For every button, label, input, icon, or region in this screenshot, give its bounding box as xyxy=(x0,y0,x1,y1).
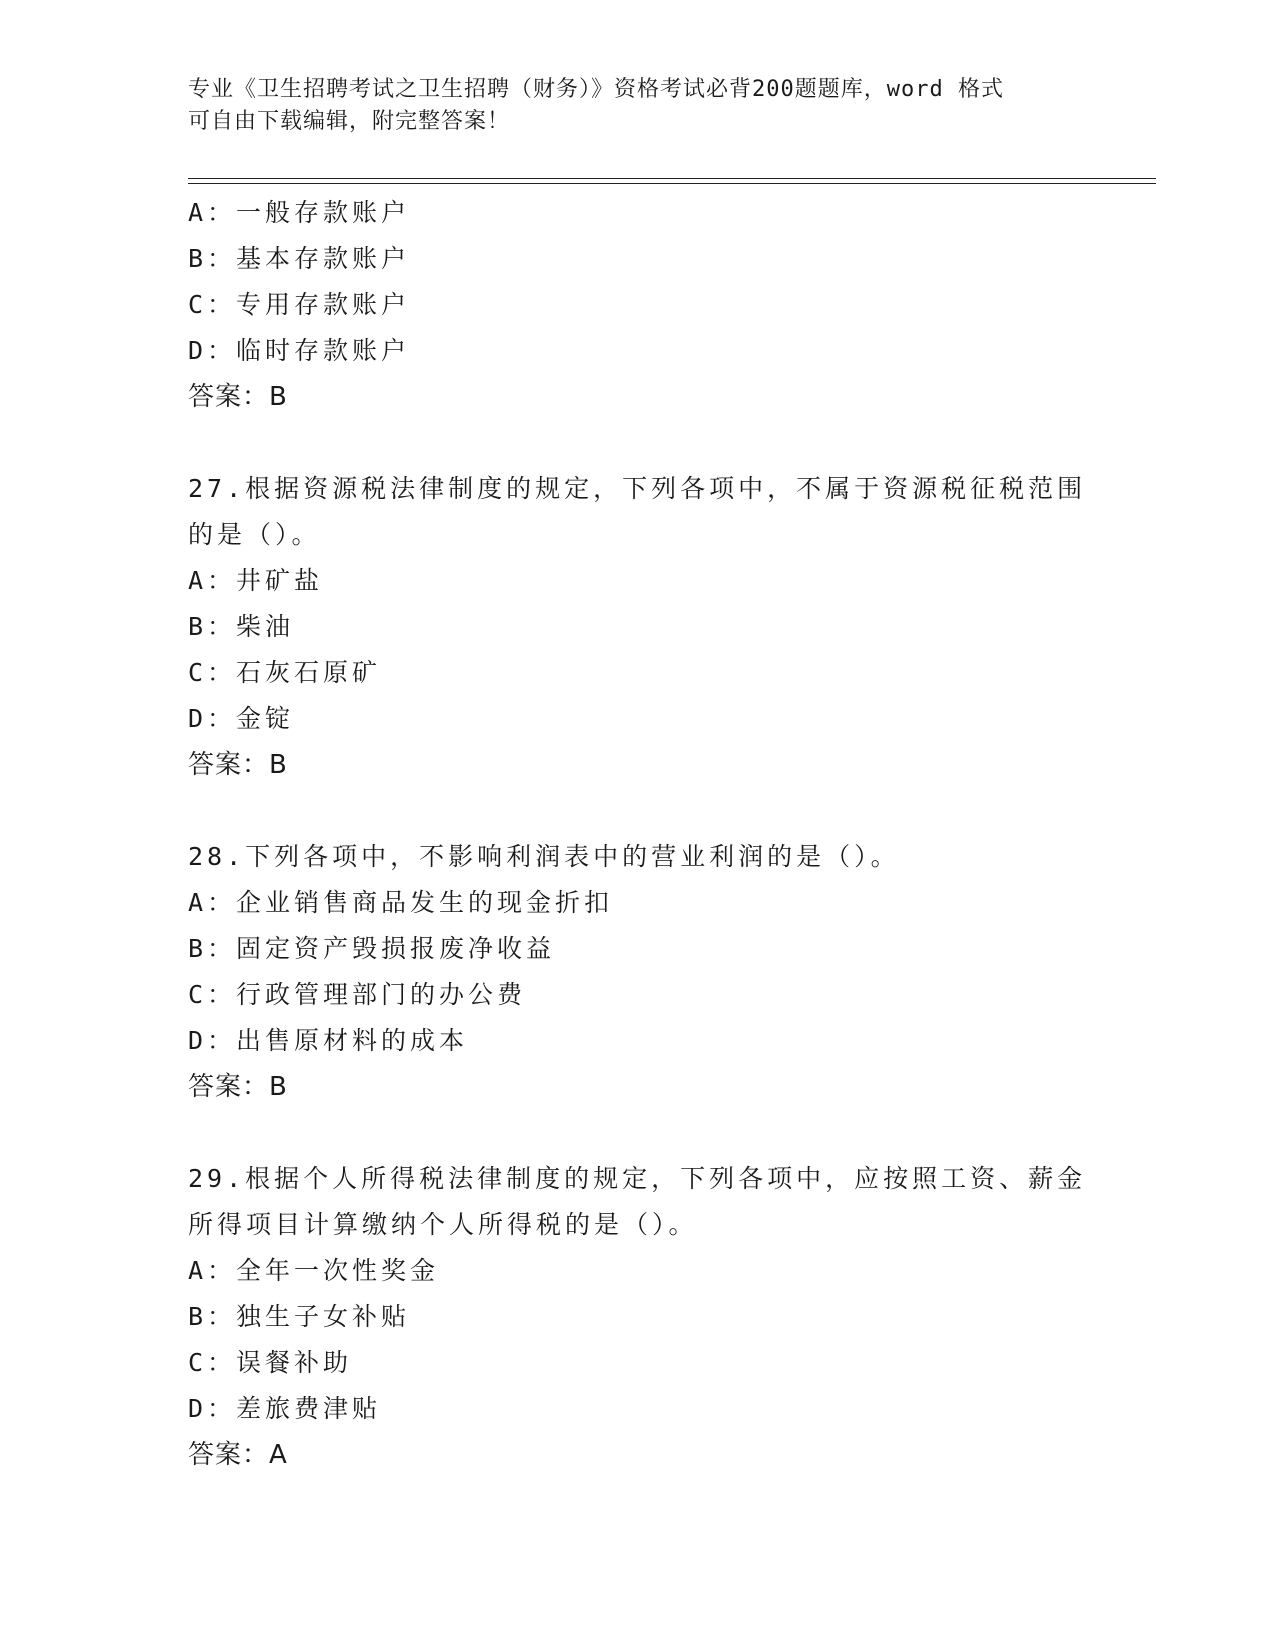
question-text-line-2: 所得项目计算缴纳个人所得税的是（）。 xyxy=(188,1210,698,1239)
option-b: B：固定资产毁损报废净收益 xyxy=(188,934,556,963)
question-text-line-1: 29.根据个人所得税法律制度的规定，下列各项中，应按照工资、薪金 xyxy=(188,1164,1087,1193)
question-27 xyxy=(188,466,1088,788)
answer: 答案：A xyxy=(188,1440,288,1470)
option-d: D：临时存款账户 xyxy=(188,336,411,365)
question-text-line-2: 的是（）。 xyxy=(188,520,321,549)
document-header xyxy=(188,74,1088,138)
question-26 xyxy=(188,190,1088,420)
answer: 答案：B xyxy=(188,1072,288,1102)
option-d: D：差旅费津贴 xyxy=(188,1394,382,1423)
option-b: B：基本存款账户 xyxy=(188,244,411,273)
option-b: B：独生子女补贴 xyxy=(188,1302,411,1331)
answer: 答案：B xyxy=(188,750,288,780)
option-c: C：石灰石原矿 xyxy=(188,658,382,687)
option-a: A：企业销售商品发生的现金折扣 xyxy=(188,888,614,917)
option-c: C：误餐补助 xyxy=(188,1348,353,1377)
option-d: D：出售原材料的成本 xyxy=(188,1026,469,1055)
question-text-line-1: 28.下列各项中，不影响利润表中的营业利润的是（）。 xyxy=(188,842,900,871)
option-d: D：金锭 xyxy=(188,704,295,733)
header-divider-bottom xyxy=(188,183,1156,184)
question-29 xyxy=(188,1156,1088,1478)
header-line-1: 专业《卫生招聘考试之卫生招聘（财务）》资格考试必背200题题库，word 格式 xyxy=(188,77,1004,102)
option-a: A：井矿盐 xyxy=(188,566,324,595)
header-line-2: 可自由下载编辑，附完整答案！ xyxy=(188,109,511,134)
question-28 xyxy=(188,834,1088,1110)
answer: 答案：B xyxy=(188,382,288,412)
option-a: A：一般存款账户 xyxy=(188,198,411,227)
option-c: C：行政管理部门的办公费 xyxy=(188,980,527,1009)
option-c: C：专用存款账户 xyxy=(188,290,411,319)
option-b: B：柴油 xyxy=(188,612,295,641)
question-list xyxy=(188,190,1088,1524)
header-divider-top xyxy=(188,178,1156,179)
option-a: A：全年一次性奖金 xyxy=(188,1256,440,1285)
question-text-line-1: 27.根据资源税法律制度的规定，下列各项中，不属于资源税征税范围 xyxy=(188,474,1087,503)
